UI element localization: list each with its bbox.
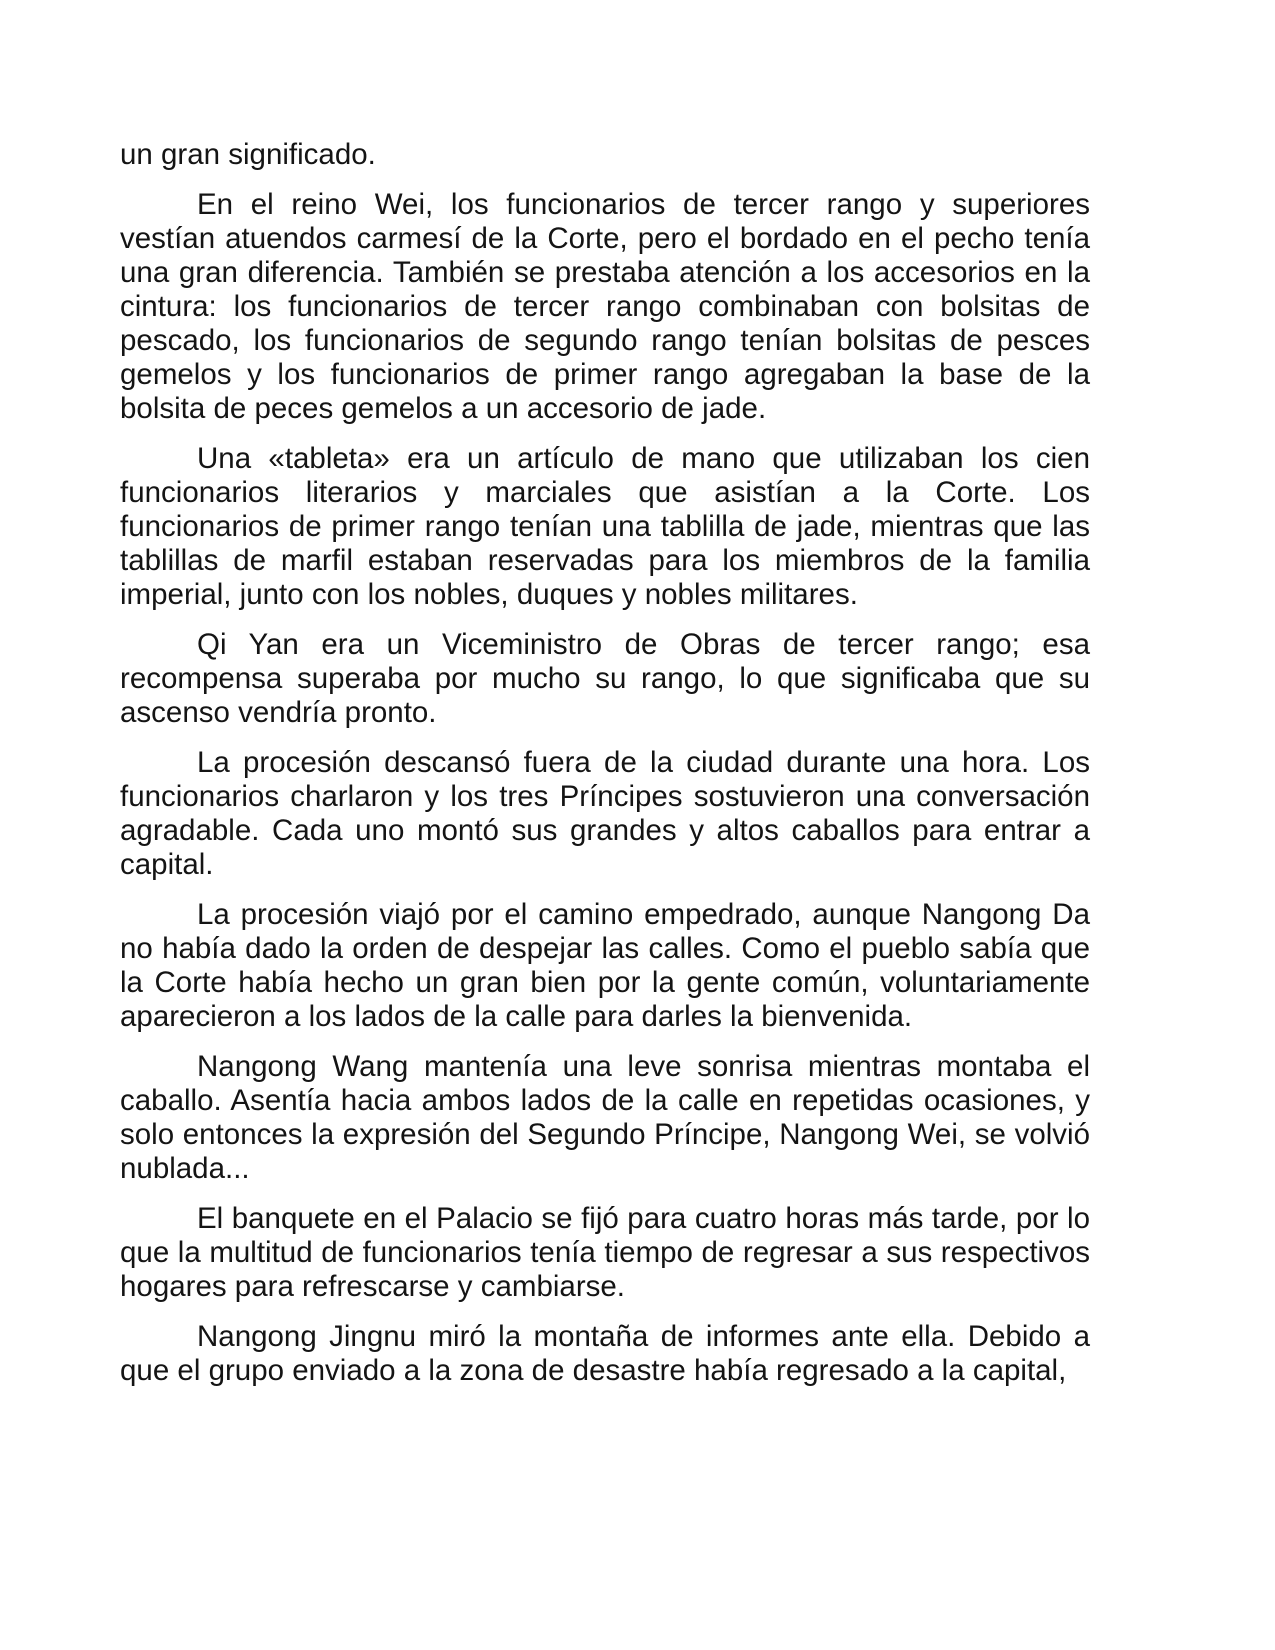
paragraph-4: Qi Yan era un Viceministro de Obras de tercer rango; esa recompensa superaba por mucho su rango, lo que significaba que su ascenso vendría pronto.: [120, 628, 1090, 729]
paragraph-1: un gran significado.: [120, 138, 376, 171]
paragraph-2: En el reino Wei, los funcionarios de tercer rango y superiores vestían atuendos carmesí de la Corte, pero el bordado en el pecho tenía una gran diferencia. También se prestaba atención a los accesorios en la cintura: los funcionarios de tercer rango combinaban con bolsitas de pescado, los funcionarios de segundo rango tenían bolsitas de pesces gemelos y los funcionarios de primer rango agregaban la base de la bolsita de peces gemelos a un accesorio de jade.: [120, 188, 1090, 425]
paragraph-5: La procesión descansó fuera de la ciudad durante una hora. Los funcionarios charlaron y los tres Príncipes sostuvieron una conversación agradable. Cada uno montó sus grandes y altos caballos para entrar a capital.: [120, 746, 1090, 881]
paragraph-3: Una «tableta» era un artículo de mano que utilizaban los cien funcionarios literarios y marciales que asistían a la Corte. Los funcionarios de primer rango tenían una tablilla de jade, mientras que las tablillas de marfil estaban reservadas para los miembros de la familia imperial, junto con los nobles, duques y nobles militares.: [120, 442, 1090, 611]
document-page: [120, 138, 1090, 1438]
paragraph-6: La procesión viajó por el camino empedrado, aunque Nangong Da no había dado la orden de despejar las calles. Como el pueblo sabía que la Corte había hecho un gran bien por la gente común, voluntariamente aparecieron a los lados de la calle para darles la bienvenida.: [120, 898, 1090, 1033]
paragraph-8: El banquete en el Palacio se fijó para cuatro horas más tarde, por lo que la multitud de funcionarios tenía tiempo de regresar a sus respectivos hogares para refrescarse y cambiarse.: [120, 1202, 1090, 1303]
paragraph-9: Nangong Jingnu miró la montaña de informes ante ella. Debido a que el grupo enviado a la zona de desastre había regresado a la capital,: [120, 1320, 1090, 1387]
paragraph-7: Nangong Wang mantenía una leve sonrisa mientras montaba el caballo. Asentía hacia ambos lados de la calle en repetidas ocasiones, y solo entonces la expresión del Segundo Príncipe, Nangong Wei, se volvió nublada...: [120, 1050, 1090, 1185]
